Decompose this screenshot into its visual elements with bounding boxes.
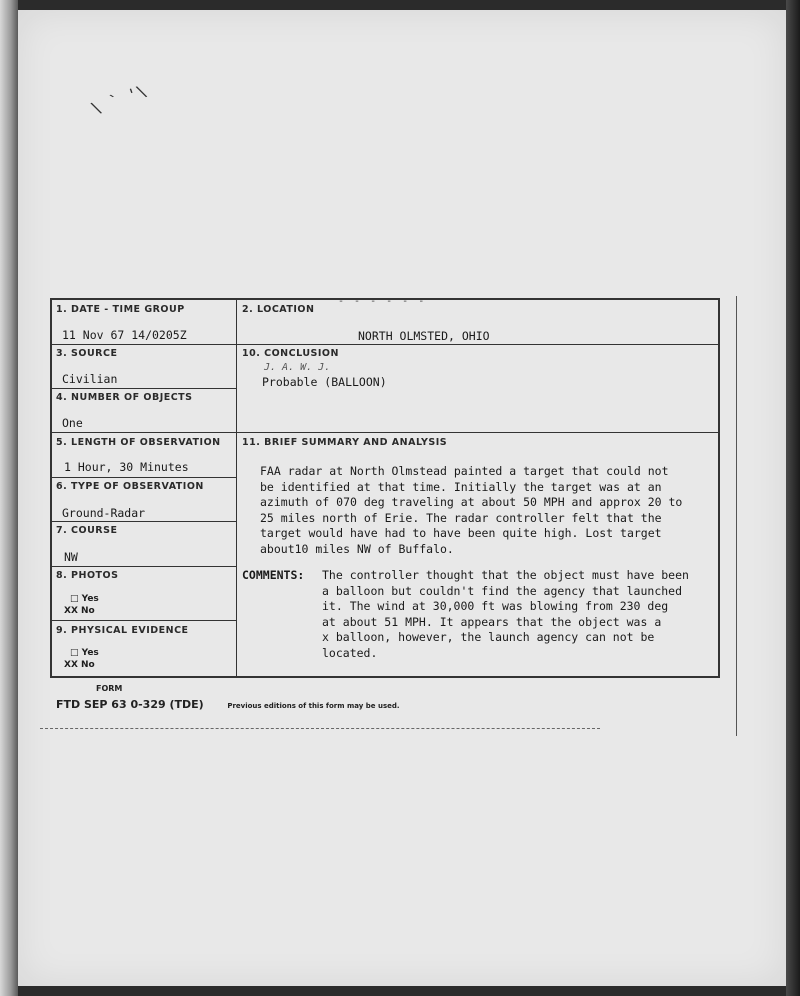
physical-evidence-yes-checkbox: □ Yes xyxy=(70,648,99,658)
photos-no-mark: XX No xyxy=(64,606,95,616)
report-form xyxy=(50,298,720,678)
photos-yes-checkbox: □ Yes xyxy=(70,594,99,604)
comments-line: x balloon, however, the launch agency can not be xyxy=(322,630,655,644)
course-label: 7. COURSE xyxy=(56,525,118,536)
type-of-observation-label: 6. TYPE OF OBSERVATION xyxy=(56,481,204,492)
column-divider xyxy=(236,300,237,676)
date-time-group-label: 1. DATE - TIME GROUP xyxy=(56,304,185,315)
source-value: Civilian xyxy=(62,372,118,386)
location-value: NORTH OLMSTED, OHIO xyxy=(358,329,490,343)
dash-marks: - - - - - - xyxy=(338,296,427,307)
summary-line: be identified at that time. Initially the target was at an xyxy=(260,479,662,494)
date-time-group-value: 11 Nov 67 14/0205Z xyxy=(62,328,187,342)
row-divider xyxy=(52,432,718,433)
summary-label: 11. BRIEF SUMMARY AND ANALYSIS xyxy=(242,437,448,448)
row-divider xyxy=(52,388,236,389)
comments-label: COMMENTS: xyxy=(242,568,305,582)
summary-line: FAA radar at North Olmstead painted a target that could not xyxy=(260,464,669,478)
location-label: 2. LOCATION xyxy=(242,304,315,315)
number-of-objects-value: One xyxy=(62,416,83,430)
form-footer xyxy=(56,684,400,712)
physical-evidence-no-mark: XX No xyxy=(64,660,95,670)
row-divider xyxy=(52,521,236,522)
row-divider xyxy=(52,344,718,345)
scan-edge-left xyxy=(0,0,18,996)
form-id: FTD SEP 63 0-329 (TDE) xyxy=(56,698,204,711)
previous-editions-note: Previous editions of this form may be used. xyxy=(227,702,400,710)
comments-line: at about 51 MPH. It appears that the object was a xyxy=(322,614,662,629)
summary-line: about10 miles NW of Buffalo. xyxy=(260,541,454,556)
number-of-objects-label: 4. NUMBER OF OBJECTS xyxy=(56,392,193,403)
course-value: NW xyxy=(64,550,78,564)
comments-line: it. The wind at 30,000 ft was blowing from 230 deg xyxy=(322,599,669,613)
row-divider xyxy=(52,566,236,567)
scan-edge-right xyxy=(786,0,800,996)
comments-line: a balloon but couldn't find the agency that launched xyxy=(322,583,683,598)
summary-line: target would have had to have been quite high. Lost target xyxy=(260,526,662,540)
comments-line: The controller thought that the object must have been xyxy=(322,568,689,582)
row-divider xyxy=(52,477,236,478)
bottom-rule xyxy=(40,728,600,729)
comments-text xyxy=(322,568,689,661)
summary-line: 25 miles north of Erie. The radar controller felt that the xyxy=(260,510,662,525)
photos-label: 8. PHOTOS xyxy=(56,570,119,581)
conclusion-handwriting: J. A. W. J. xyxy=(264,362,331,373)
form-word: FORM xyxy=(96,684,123,693)
stray-mark: \ ` '\ xyxy=(88,80,150,119)
length-of-observation-value: 1 Hour, 30 Minutes xyxy=(64,460,189,474)
length-of-observation-label: 5. LENGTH OF OBSERVATION xyxy=(56,437,221,448)
row-divider xyxy=(52,620,236,621)
conclusion-label: 10. CONCLUSION xyxy=(242,348,339,359)
margin-rule xyxy=(736,296,737,736)
conclusion-value: Probable (BALLOON) xyxy=(262,375,387,389)
summary-text xyxy=(260,464,682,557)
source-label: 3. SOURCE xyxy=(56,348,118,359)
physical-evidence-label: 9. PHYSICAL EVIDENCE xyxy=(56,625,189,636)
comments-line: located. xyxy=(322,645,378,660)
type-of-observation-value: Ground-Radar xyxy=(62,506,146,520)
summary-line: azimuth of 070 deg traveling at about 50 MPH and approx 20 to xyxy=(260,495,683,509)
